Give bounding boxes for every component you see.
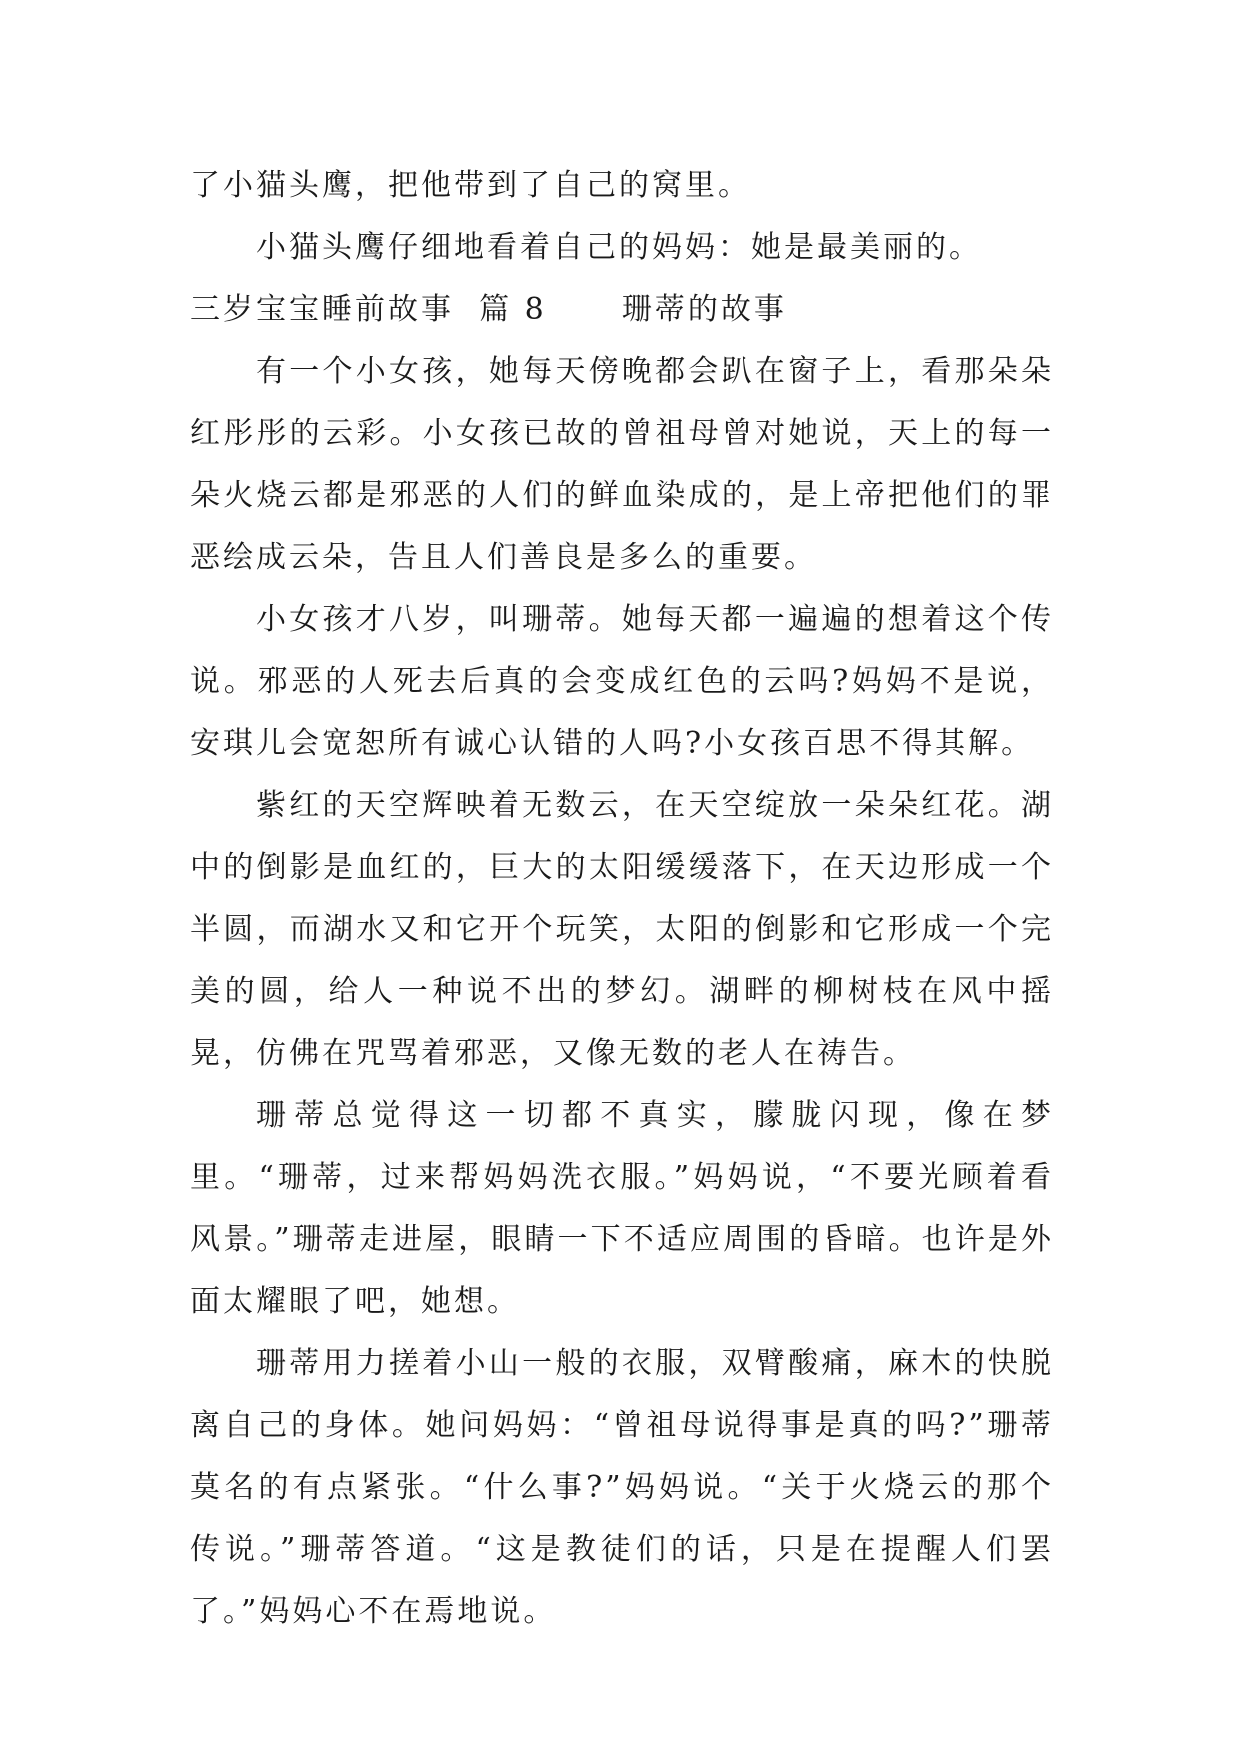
paragraph: 有一个小女孩，她每天傍晚都会趴在窗子上，看那朵朵红彤彤的云彩。小女孩已故的曾祖母曾对她说，天上的每一朵火烧云都是邪恶的人们的鲜血染成的，是上帝把他们的罪恶绘成云朵，告且人们善良是多么的重要。: [190, 354, 1054, 575]
paragraph: 珊蒂用力搓着小山一般的衣服，双臂酸痛，麻木的快脱离自己的身体。她问妈妈：“曾祖母说得事是真的吗?”珊蒂莫名的有点紧张。“什么事?”妈妈说。“关于火烧云的那个传说。”珊蒂答道。“这是教徒们的话，只是在提醒人们罢了。”妈妈心不在焉地说。: [190, 1346, 1054, 1629]
story-heading: 三岁宝宝睡前故事 篇 8 珊蒂的故事: [190, 292, 787, 327]
paragraph: 小女孩才八岁，叫珊蒂。她每天都一遍遍的想着这个传说。邪恶的人死去后真的会变成红色的云吗?妈妈不是说，安琪儿会宽恕所有诚心认错的人吗?小女孩百思不得其解。: [190, 602, 1054, 761]
paragraph-continuation: 了小猫头鹰，把他带到了自己的窝里。: [190, 168, 751, 203]
document-body: [190, 155, 1054, 1643]
paragraph: 小猫头鹰仔细地看着自己的妈妈：她是最美丽的。: [256, 230, 982, 265]
paragraph: 紫红的天空辉映着无数云，在天空绽放一朵朵红花。湖中的倒影是血红的，巨大的太阳缓缓落下，在天边形成一个半圆，而湖水又和它开个玩笑，太阳的倒影和它形成一个完美的圆，给人一种说不出的梦幻。湖畔的柳树枝在风中摇晃，仿佛在咒骂着邪恶，又像无数的老人在祷告。: [190, 788, 1054, 1071]
paragraph: 珊蒂总觉得这一切都不真实，朦胧闪现，像在梦里。“珊蒂，过来帮妈妈洗衣服。”妈妈说，“不要光顾着看风景。”珊蒂走进屋，眼睛一下不适应周围的昏暗。也许是外面太耀眼了吧，她想。: [190, 1098, 1054, 1319]
